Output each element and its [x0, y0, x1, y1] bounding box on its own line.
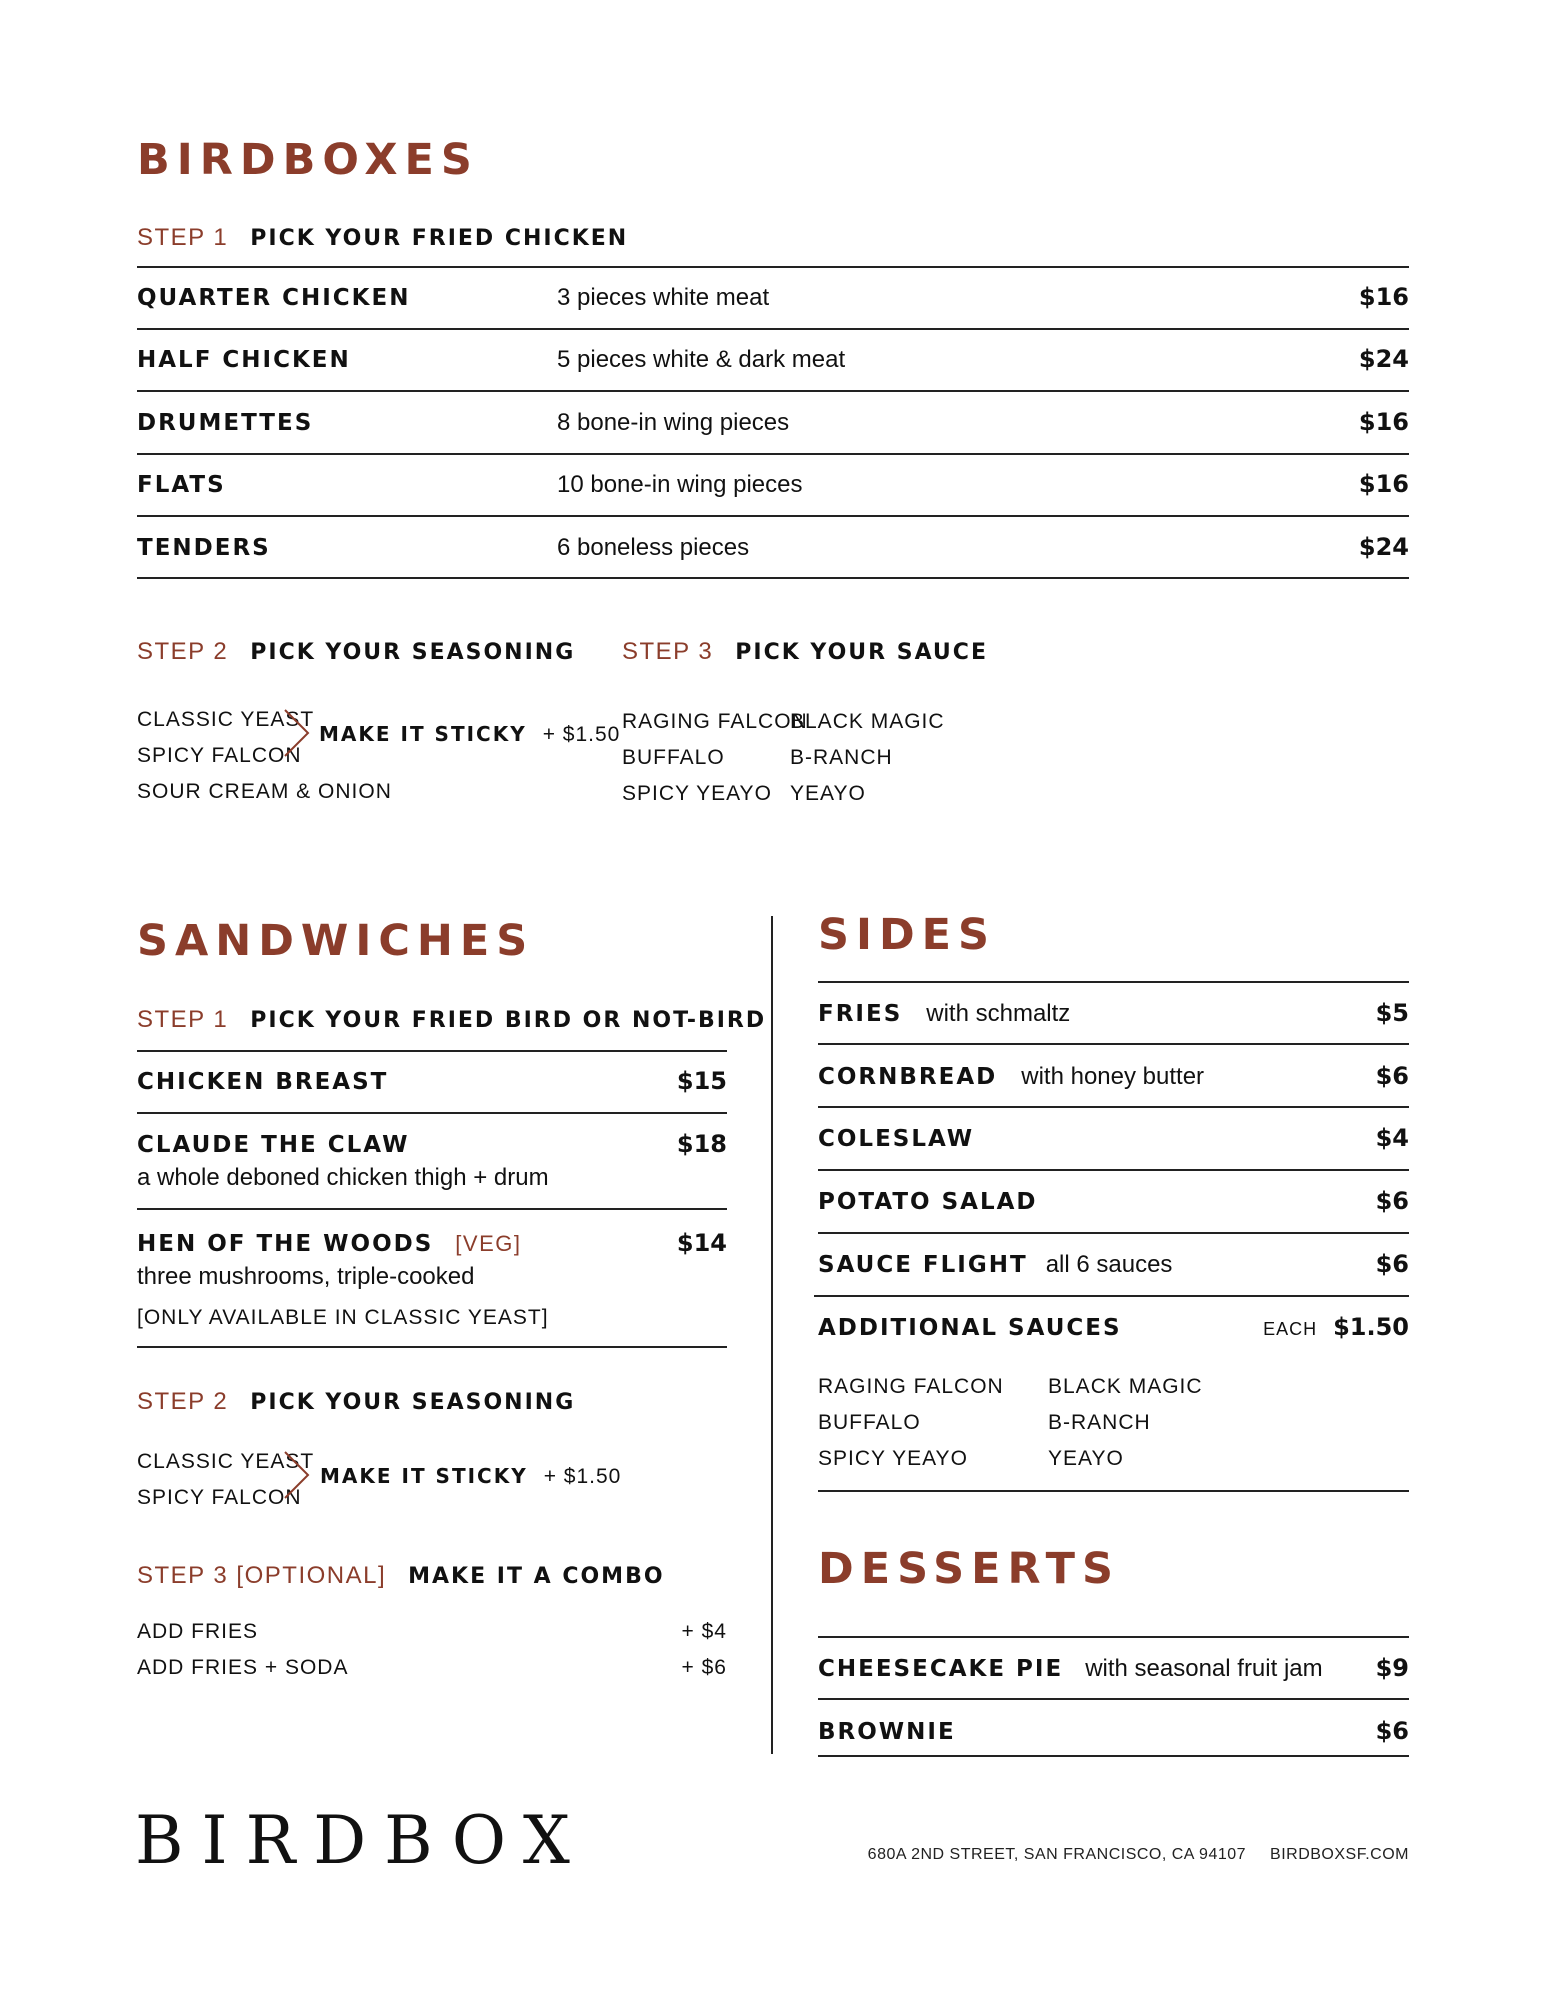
- item-description: three mushrooms, triple-cooked: [137, 1263, 475, 1290]
- menu-item-flats: [137, 470, 1409, 499]
- seasoning-option: SOUR CREAM & ONION: [137, 780, 392, 803]
- sauce-option: RAGING FALCON: [818, 1375, 1004, 1398]
- seasoning-option: CLASSIC YEAST: [137, 1450, 315, 1473]
- sauce-option: BUFFALO: [622, 746, 725, 769]
- sauce-option: YEAYO: [790, 782, 866, 805]
- item-price: $14: [676, 1229, 727, 1257]
- menu-item-coleslaw: [818, 1124, 1409, 1152]
- seasoning-option: CLASSIC YEAST: [137, 708, 315, 731]
- item-name: SAUCE FLIGHT: [818, 1252, 1028, 1278]
- divider: [814, 1295, 1409, 1297]
- menu-item-cornbread: [818, 1062, 1409, 1091]
- divider: [818, 1043, 1409, 1045]
- footer-info: [868, 1846, 1409, 1864]
- sides-heading: SIDES: [818, 910, 997, 960]
- step-label: STEP 1: [137, 1006, 229, 1033]
- divider: [137, 1050, 727, 1052]
- sticky-price: + $1.50: [543, 1465, 622, 1488]
- item-price: $6: [1375, 1250, 1409, 1278]
- menu-item-sauce-flight: [818, 1250, 1409, 1279]
- item-price: $24: [1358, 345, 1409, 373]
- sauce-option: B-RANCH: [1048, 1411, 1151, 1434]
- birdboxes-heading: BIRDBOXES: [137, 135, 479, 185]
- divider: [818, 1698, 1409, 1700]
- menu-item-potato-salad: [818, 1187, 1409, 1215]
- footer-website[interactable]: BIRDBOXSF.COM: [1270, 1846, 1409, 1863]
- step-title: PICK YOUR SEASONING: [250, 1390, 576, 1415]
- divider: [137, 1346, 727, 1348]
- divider: [818, 1755, 1409, 1757]
- seasoning-option: SPICY FALCON: [137, 1486, 302, 1509]
- menu-item-half-chicken: [137, 345, 1409, 374]
- item-description: a whole deboned chicken thigh + drum: [137, 1164, 549, 1191]
- sauce-option: B-RANCH: [790, 746, 893, 769]
- desserts-heading: DESSERTS: [818, 1544, 1120, 1594]
- item-description: 10 bone-in wing pieces: [557, 471, 803, 498]
- menu-item-fries: [818, 999, 1409, 1028]
- sandwiches-step2: [137, 1388, 575, 1416]
- divider: [818, 1490, 1409, 1492]
- item-price: $1.50: [1333, 1313, 1409, 1341]
- item-price: $9: [1375, 1654, 1409, 1682]
- step-title: PICK YOUR SEASONING: [250, 640, 576, 665]
- divider: [818, 1232, 1409, 1234]
- item-name: FLATS: [137, 472, 226, 498]
- seasoning-list: [137, 702, 392, 810]
- sticky-label: MAKE IT STICKY: [320, 1464, 528, 1488]
- item-description: with honey butter: [1021, 1063, 1205, 1090]
- divider: [818, 1636, 1409, 1638]
- sauce-option: BUFFALO: [818, 1411, 921, 1434]
- item-name: QUARTER CHICKEN: [137, 285, 411, 311]
- birdboxes-step2: [137, 638, 575, 666]
- item-price: $6: [1375, 1717, 1409, 1745]
- sandwiches-step3: [137, 1562, 665, 1590]
- sauce-option: RAGING FALCON: [622, 710, 808, 733]
- combo-name: ADD FRIES: [137, 1620, 259, 1643]
- combo-price: + $6: [681, 1656, 727, 1679]
- sticky-price: + $1.50: [542, 723, 621, 746]
- sauce-list-col2: [790, 704, 945, 812]
- item-price: $4: [1375, 1124, 1409, 1152]
- item-price: $5: [1375, 999, 1409, 1027]
- item-name: HEN OF THE WOODS: [137, 1231, 434, 1257]
- item-description: 5 pieces white & dark meat: [557, 346, 846, 373]
- column-divider: [771, 916, 773, 1754]
- sauce-option: SPICY YEAYO: [818, 1447, 968, 1470]
- menu-item-tenders: [137, 533, 1409, 562]
- sauce-option: YEAYO: [1048, 1447, 1124, 1470]
- divider: [137, 1208, 727, 1210]
- menu-item-quarter-chicken: [137, 283, 1409, 312]
- item-name: CLAUDE THE CLAW: [137, 1132, 410, 1158]
- combo-price: + $4: [681, 1620, 727, 1643]
- item-name: POTATO SALAD: [818, 1189, 1038, 1215]
- step-label: STEP 3 [OPTIONAL]: [137, 1562, 387, 1589]
- step-title: PICK YOUR SAUCE: [735, 640, 988, 665]
- item-name: COLESLAW: [818, 1126, 975, 1152]
- menu-item-chicken-breast: [137, 1067, 727, 1095]
- item-description: with seasonal fruit jam: [1085, 1655, 1323, 1682]
- item-name: HALF CHICKEN: [137, 347, 351, 373]
- menu-item-cheesecake-pie: [818, 1654, 1409, 1683]
- combo-option: [137, 1620, 727, 1644]
- item-name: ADDITIONAL SAUCES: [818, 1315, 1122, 1341]
- item-price: $6: [1375, 1062, 1409, 1090]
- item-note: [ONLY AVAILABLE IN CLASSIC YEAST]: [137, 1306, 549, 1329]
- sandwiches-heading: SANDWICHES: [137, 916, 535, 966]
- divider: [137, 266, 1409, 268]
- make-it-sticky: [319, 722, 620, 747]
- item-name: BROWNIE: [818, 1719, 956, 1745]
- sauce-list-col1: [622, 704, 808, 812]
- veg-tag: [VEG]: [455, 1231, 522, 1256]
- menu-item-hen-of-the-woods: [137, 1229, 727, 1257]
- divider: [137, 390, 1409, 392]
- divider: [818, 981, 1409, 983]
- seasoning-option: SPICY FALCON: [137, 744, 302, 767]
- item-price: $16: [1358, 470, 1409, 498]
- item-price: $18: [676, 1130, 727, 1158]
- divider: [137, 1112, 727, 1114]
- sauce-option: BLACK MAGIC: [790, 710, 945, 733]
- additional-sauce-col2: [1048, 1369, 1203, 1477]
- step-title: PICK YOUR FRIED BIRD OR NOT-BIRD: [250, 1008, 767, 1033]
- sticky-label: MAKE IT STICKY: [319, 722, 527, 746]
- item-price: $16: [1358, 283, 1409, 311]
- divider: [137, 453, 1409, 455]
- step-title: PICK YOUR FRIED CHICKEN: [250, 226, 629, 251]
- item-price: $6: [1375, 1187, 1409, 1215]
- divider: [137, 577, 1409, 579]
- additional-sauce-col1: [818, 1369, 1004, 1477]
- step-title: MAKE IT A COMBO: [408, 1564, 665, 1589]
- menu-item-drumettes: [137, 408, 1409, 437]
- item-description: all 6 sauces: [1045, 1251, 1173, 1278]
- divider: [137, 515, 1409, 517]
- step-label: STEP 3: [622, 638, 714, 665]
- item-description: 3 pieces white meat: [557, 284, 770, 311]
- make-it-sticky: [320, 1464, 621, 1489]
- sandwiches-step1: [137, 1006, 766, 1034]
- sauce-option: SPICY YEAYO: [622, 782, 772, 805]
- chevron-right-icon: [282, 708, 312, 758]
- divider: [137, 328, 1409, 330]
- item-name: CORNBREAD: [818, 1064, 998, 1090]
- item-name: CHICKEN BREAST: [137, 1069, 389, 1095]
- each-label: EACH: [1263, 1319, 1318, 1339]
- birdboxes-step1: [137, 224, 628, 252]
- sauce-option: BLACK MAGIC: [1048, 1375, 1203, 1398]
- divider: [818, 1106, 1409, 1108]
- item-name: DRUMETTES: [137, 410, 314, 436]
- item-description: 8 bone-in wing pieces: [557, 409, 790, 436]
- item-name: TENDERS: [137, 535, 271, 561]
- menu-item-claude-the-claw: [137, 1130, 727, 1158]
- item-description: with schmaltz: [926, 1000, 1071, 1027]
- footer-address: 680A 2ND STREET, SAN FRANCISCO, CA 94107: [867, 1846, 1247, 1863]
- item-name: FRIES: [818, 1001, 903, 1027]
- item-price: $24: [1358, 533, 1409, 561]
- item-name: CHEESECAKE PIE: [818, 1656, 1064, 1682]
- menu-item-brownie: [818, 1717, 1409, 1745]
- step-label: STEP 1: [137, 224, 229, 251]
- step-label: STEP 2: [137, 1388, 229, 1415]
- item-description: 6 boneless pieces: [557, 534, 750, 561]
- combo-name: ADD FRIES + SODA: [137, 1656, 349, 1679]
- item-price: $15: [676, 1067, 727, 1095]
- birdbox-logo: BIRDBOX: [135, 1802, 588, 1879]
- menu-item-additional-sauces: [818, 1313, 1409, 1341]
- chevron-right-icon: [282, 1450, 312, 1500]
- step-label: STEP 2: [137, 638, 229, 665]
- combo-option: [137, 1656, 727, 1680]
- divider: [818, 1169, 1409, 1171]
- birdboxes-step3: [622, 638, 988, 666]
- item-price: $16: [1358, 408, 1409, 436]
